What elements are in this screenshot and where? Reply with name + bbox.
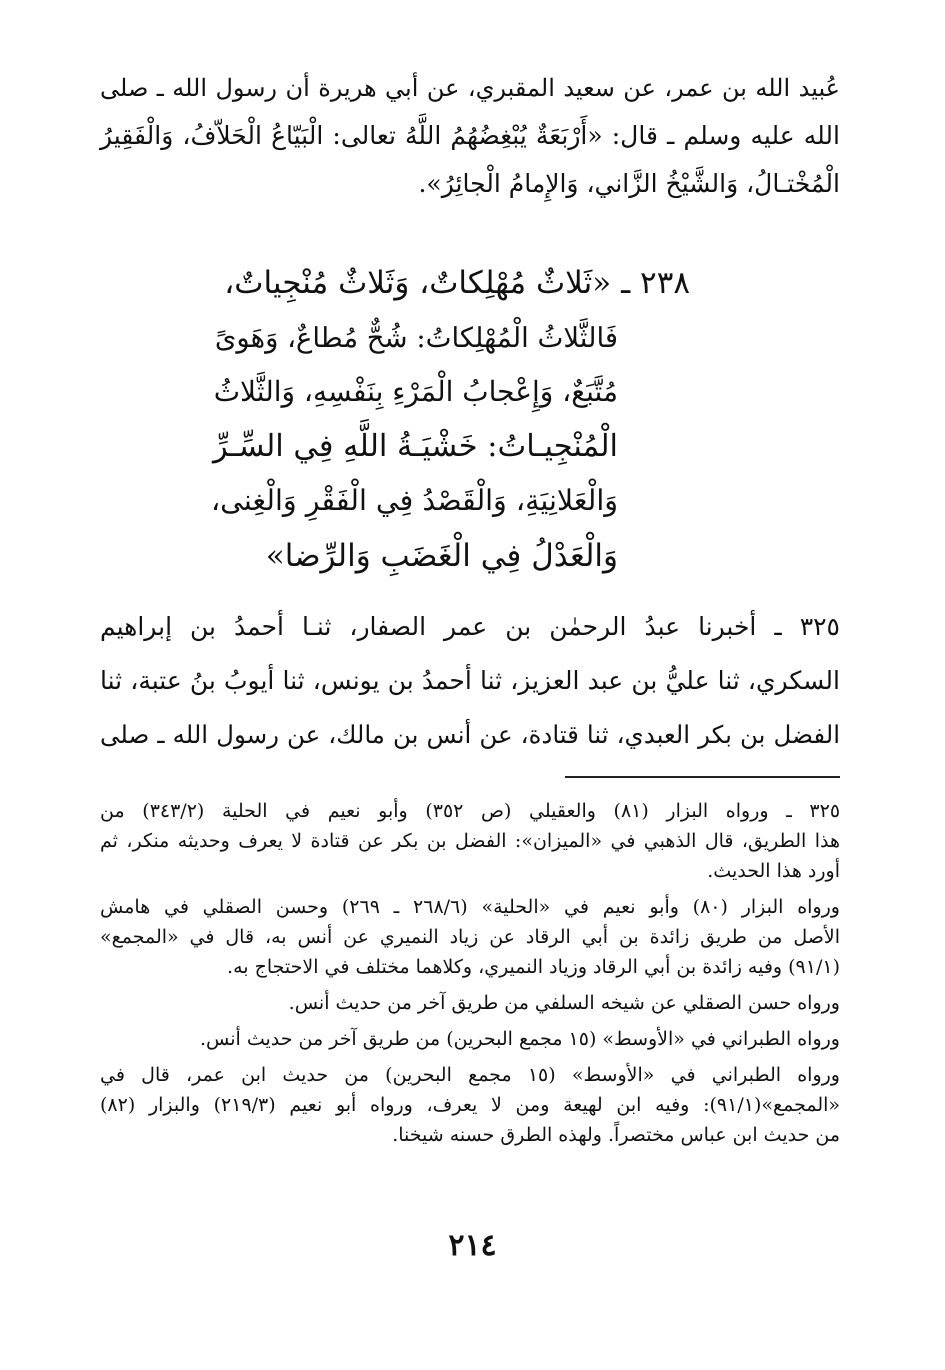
- footnote-line: ورواه حسن الصقلي عن شيخه السلفي من طريق آخر من حديث أنس.: [288, 992, 840, 1014]
- hadith-325-paragraph: [100, 600, 840, 762]
- page-number: ٢١٤: [448, 1228, 497, 1263]
- footnote-line: أورد هذا الحديث.: [707, 860, 840, 882]
- text-line: السكري، ثنا عليُّ بن عبد العزيز، ثنا أحمدُ بن يونس، ثنا أيوبُ بنُ عتبة، ثنا: [100, 666, 840, 695]
- hadith-238-block: [210, 256, 690, 583]
- footnotes-section: [100, 796, 840, 1156]
- text-line: الله عليه وسلم ـ قال: «أَرْبَعَةٌ يُبْغِضُهُمُ اللَّهُ تعالى: الْبَيّاعُ الْحَلاّفُ، وَالْفَقِيرُ: [100, 121, 840, 150]
- footnote-paragraph: [100, 796, 840, 886]
- footnote-line: «المجمع»(٩١/١): وفيه ابن لهيعة ومن لا يعرف، ورواه أبو نعيم (٢١٩/٣) والبزار (٨٢): [100, 1094, 841, 1116]
- hadith-continuation: [100, 64, 840, 208]
- poem-line: مُتَّبَعٌ، وَإِعْجابُ الْمَرْءِ بِنَفْسِهِ، وَالثَّلاثُ: [213, 375, 618, 408]
- poem-line: وَالْعَدْلُ فِي الْغَضَبِ وَالرِّضا»: [265, 537, 618, 574]
- poem-line: الْمُنْجِيـاتُ: خَشْيَـةُ اللَّهِ فِي السِّـرِّ: [212, 428, 618, 464]
- footnote-line: (٩١/١) وفيه زائدة بن أبي الرقاد وزياد النميري، وكلاهما مختلف في الاحتجاج به.: [227, 956, 840, 978]
- text-line: ٣٢٥ ـ أخبرنا عبدُ الرحمٰن بن عمر الصفار، ثنـا أحمدُ بن إبراهيم: [100, 612, 840, 641]
- footnote-line: ورواه البزار (٨٠) وأبو نعيم في «الحلية» (٢٦٨/٦ ـ ٢٦٩) وحسن الصقلي في هامش: [100, 896, 840, 918]
- footnote-line: ورواه الطبراني في «الأوسط» (١٥ مجمع البحرين) من طريق آخر من حديث أنس.: [199, 1028, 840, 1050]
- poem-line: ٢٣٨ ـ «ثَلاثٌ مُهْلِكاتٌ، وَثَلاثٌ مُنْجِياتٌ،: [224, 265, 690, 301]
- footnote-line: ٣٢٥ ـ ورواه البزار (٨١) والعقيلي (ص ٣٥٢) وأبو نعيم في الحلية (٣٤٣/٢) من: [100, 800, 841, 822]
- footnote-paragraph: [100, 1060, 840, 1150]
- footnote-paragraph: [100, 1024, 840, 1054]
- footnote-paragraph: [100, 892, 840, 982]
- text-line: الفضل بن بكر العبدي، ثنا قتادة، عن أنس بن مالك، عن رسول الله ـ صلى: [100, 720, 840, 749]
- footnote-divider: [565, 776, 840, 778]
- footnote-line: ورواه الطبراني في «الأوسط» (١٥ مجمع البحرين) من حديث ابن عمر، قال في: [100, 1064, 840, 1086]
- footnote-line: الأصل من طريق زائدة بن أبي الرقاد عن زياد النميري عن أنس به، قال في «المجمع»: [100, 926, 840, 948]
- footnote-paragraph: [100, 988, 840, 1018]
- footnote-line: هذا الطريق، قال الذهبي في «الميزان»: الفضل بن بكر عن قتادة لا يعرف وحديثه منكر، ثم: [100, 830, 840, 852]
- text-line: الْمُخْتـالُ، وَالشَّيْخُ الزَّاني، وَالإِمامُ الْجائِرُ».: [418, 169, 840, 198]
- poem-line: فَالثَّلاثُ الْمُهْلِكاتُ: شُحٌّ مُطاعٌ، وَهَوىً: [214, 321, 618, 354]
- footnote-line: من حديث ابن عباس مختصراً. ولهذه الطرق حسنه شيخنا.: [392, 1124, 840, 1146]
- text-line: عُبيد الله بن عمر، عن سعيد المقبري، عن أبي هريرة أن رسول الله ـ صلى: [100, 74, 841, 102]
- poem-line: وَالْعَلانِيَةِ، وَالْقَصْدُ فِي الْفَقْرِ وَالْغِنى،: [210, 484, 618, 517]
